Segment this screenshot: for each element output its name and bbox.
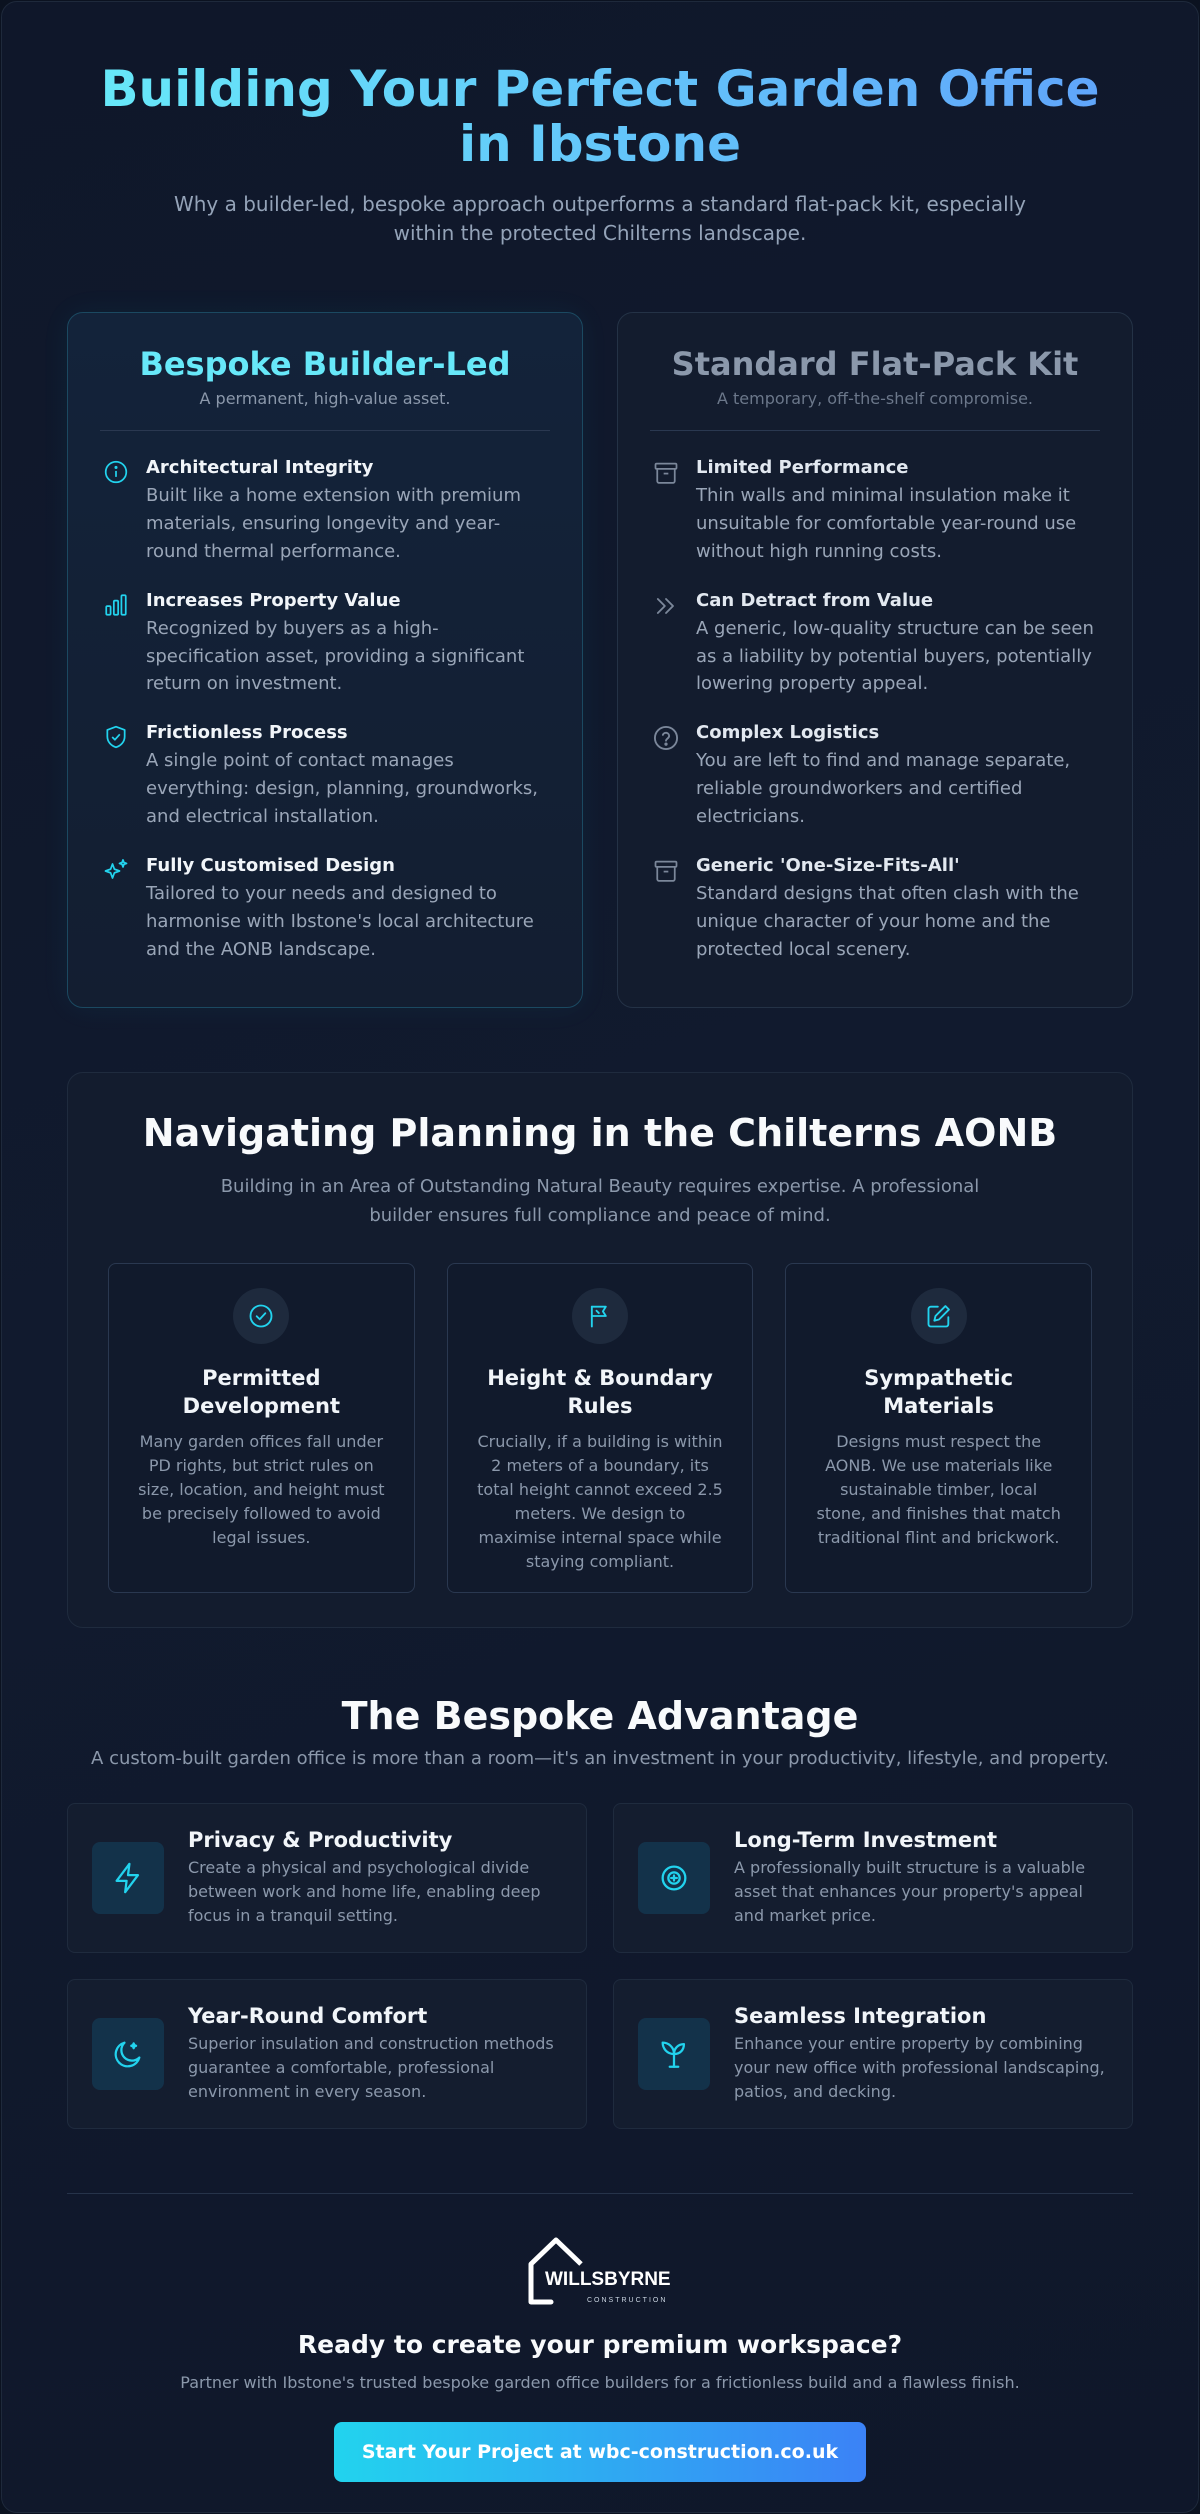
infographic-page [1,1,1199,2513]
feature-item [100,457,550,566]
logo-wordmark: WILLSBYRNE [545,2269,671,2290]
divider [650,430,1100,431]
info-circle-icon [100,457,132,489]
feature-text: You are left to find and manage separate, reliable groundworkers and certified electricians. [696,750,1071,828]
rule-title: Permitted Development [182,1365,341,1418]
bespoke-subtitle: A permanent, high-value asset. [199,389,451,408]
company-logo [67,2232,1133,2308]
feature-item [650,590,1100,699]
advantage-grid [2,1803,1198,2129]
flag-icon [572,1288,628,1344]
rule-title: Height & Boundary Rules [487,1365,713,1418]
feature-text: Recognized by buyers as a high-specification asset, providing a significant return on investment. [146,617,525,695]
rule-title: Sympathetic Materials [864,1365,1014,1418]
feature-item [100,722,550,831]
bar-chart-icon [100,590,132,622]
feature-text: Standard designs that often clash with the unique character of your home and the protected local scenery. [696,883,1079,960]
comparison-section [2,312,1198,1008]
feature-text: Thin walls and minimal insulation make it unsuitable for comfortable year-round use without high running costs. [696,485,1077,562]
footer [67,2193,1133,2482]
advantage-lead: A custom-built garden office is more than a room—it's an investment in your productivity, lifestyle, and property. [91,1748,1109,1769]
feature-title: Frictionless Process [146,722,348,744]
lightning-icon [92,1842,164,1914]
advantage-card [613,1803,1133,1953]
archive-box-icon [650,457,682,489]
feature-text: A single point of contact manages everything: design, planning, groundworks, and electrical installation. [146,750,538,828]
planning-lead: Building in an Area of Outstanding Natural Beauty requires expertise. A professional builder ensures full compliance and peace of mind. [220,1176,980,1226]
advantage-item-text: Enhance your entire property by combining your new office with professional landscaping, patios, and decking. [734,2034,1105,2101]
shield-check-icon [100,722,132,754]
rule-card [108,1263,415,1593]
flatpack-card [617,312,1133,1008]
planning-title: Navigating Planning in the Chilterns AONB [142,1111,1058,1155]
feature-item [100,855,550,964]
plant-icon [638,2018,710,2090]
advantage-item-title: Seamless Integration [734,2004,987,2028]
archive-box-icon [650,855,682,887]
feature-item [650,855,1100,964]
advantage-item-title: Privacy & Productivity [188,1828,453,1852]
feature-item [650,457,1100,566]
planning-rules [108,1263,1092,1593]
advantage-item-title: Long-Term Investment [734,1828,998,1852]
flatpack-title: Standard Flat-Pack Kit [671,345,1079,383]
advantage-item-title: Year-Round Comfort [188,2004,428,2028]
feature-title: Generic 'One-Size-Fits-All' [696,855,960,877]
feature-title: Fully Customised Design [146,855,395,877]
coin-icon [638,1842,710,1914]
start-project-button[interactable]: Start Your Project at wbc-construction.co.uk [334,2422,866,2482]
rule-card [447,1263,754,1593]
advantage-item-text: A professionally built structure is a valuable asset that enhances your property's appeal and market price. [734,1858,1086,1925]
feature-title: Can Detract from Value [696,589,934,611]
advantage-title: The Bespoke Advantage [341,1694,859,1738]
feature-title: Architectural Integrity [146,457,374,478]
footer-tagline: Partner with Ibstone's trusted bespoke garden office builders for a frictionless build and a flawless finish. [180,2373,1020,2392]
feature-title: Increases Property Value [146,589,401,611]
footer-title: Ready to create your premium workspace? [297,2330,903,2359]
advantage-item-text: Create a physical and psychological divide between work and home life, enabling deep focus in a tranquil setting. [188,1858,541,1925]
check-circle-icon [233,1288,289,1344]
pencil-square-icon [911,1288,967,1344]
feature-text: A generic, low-quality structure can be seen as a liability by potential buyers, potentially lowering property appeal. [696,617,1094,695]
bespoke-title: Bespoke Builder-Led [139,345,511,383]
advantage-card [67,1979,587,2129]
feature-title: Complex Logistics [696,722,880,744]
rule-text: Many garden offices fall under PD rights, but strict rules on size, location, and height must be precisely followed to avoid legal issues. [138,1432,385,1548]
sparkles-icon [100,855,132,887]
advantage-card [67,1803,587,1953]
advantage-section [2,1694,1198,2129]
feature-item [650,722,1100,831]
logo-subtitle: CONSTRUCTION [587,2297,668,2304]
double-chevron-right-icon [650,590,682,622]
divider [100,430,550,431]
feature-text: Tailored to your needs and designed to harmonise with Ibstone's local architecture and the AONB landscape. [146,883,534,960]
rule-text: Crucially, if a building is within 2 meters of a boundary, its total height cannot exceed 2.5 meters. We design to maximise internal space while staying compliant. [477,1432,723,1572]
moon-icon [92,2018,164,2090]
planning-section [67,1072,1133,1628]
question-circle-icon [650,722,682,754]
bespoke-card [67,312,583,1008]
rule-text: Designs must respect the AONB. We use materials like sustainable timber, local stone, and finishes that match traditional flint and brickwork. [816,1432,1061,1548]
feature-text: Built like a home extension with premium materials, ensuring longevity and year-round thermal performance. [146,485,521,562]
page-subtitle: Why a builder-led, bespoke approach outperforms a standard flat-pack kit, especially within the protected Chilterns landscape. [173,192,1027,245]
hero [2,2,1198,248]
flatpack-subtitle: A temporary, off-the-shelf compromise. [716,389,1034,408]
advantage-card [613,1979,1133,2129]
feature-title: Limited Performance [696,457,909,478]
rule-card [785,1263,1092,1593]
advantage-item-text: Superior insulation and construction methods guarantee a comfortable, professional environment in every season. [188,2034,554,2101]
page-title: Building Your Perfect Garden Office in Ibstone [100,60,1100,173]
feature-item [100,590,550,699]
